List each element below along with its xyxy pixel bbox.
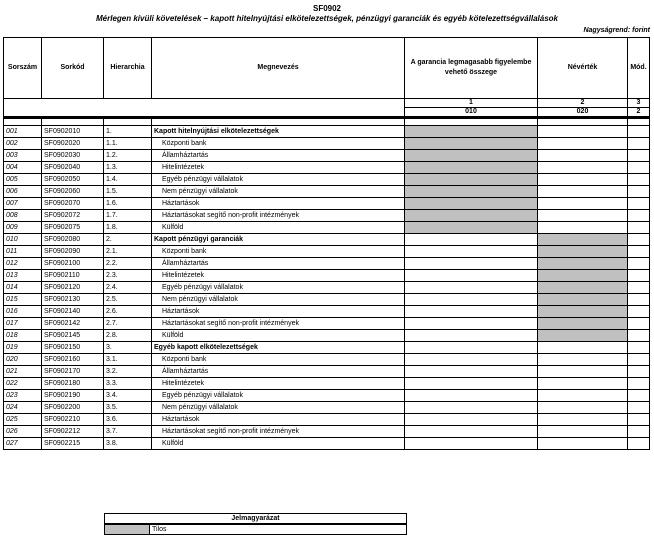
input-cell-nevertek[interactable] bbox=[538, 342, 628, 354]
input-cell-garancia[interactable] bbox=[405, 234, 538, 246]
row-code: SF0902070 bbox=[42, 198, 104, 210]
table-row bbox=[4, 294, 650, 306]
row-code: SF0902140 bbox=[42, 306, 104, 318]
row-code: SF0902075 bbox=[42, 222, 104, 234]
row-name: Egyéb pénzügyi vállalatok bbox=[152, 282, 405, 294]
input-cell-mod[interactable] bbox=[628, 390, 650, 402]
row-name: Külföld bbox=[152, 438, 405, 450]
row-code: SF0902090 bbox=[42, 246, 104, 258]
row-number: 017 bbox=[4, 318, 42, 330]
table-row bbox=[4, 222, 650, 234]
input-cell-nevertek bbox=[538, 270, 628, 282]
row-code: SF0902060 bbox=[42, 186, 104, 198]
row-code: SF0902210 bbox=[42, 414, 104, 426]
row-name: Egyéb kapott elkötelezettségek bbox=[152, 342, 405, 354]
row-hierarchy: 2.5. bbox=[104, 294, 152, 306]
input-cell-mod[interactable] bbox=[628, 438, 650, 450]
row-name: Nem pénzügyi vállalatok bbox=[152, 186, 405, 198]
row-code: SF0902150 bbox=[42, 342, 104, 354]
input-cell-garancia[interactable] bbox=[405, 390, 538, 402]
table-row bbox=[4, 150, 650, 162]
row-hierarchy: 1.3. bbox=[104, 162, 152, 174]
row-number: 021 bbox=[4, 366, 42, 378]
row-number: 005 bbox=[4, 174, 42, 186]
row-hierarchy: 3.5. bbox=[104, 402, 152, 414]
input-cell-mod[interactable] bbox=[628, 234, 650, 246]
row-name: Hitelintézetek bbox=[152, 162, 405, 174]
col-header-sorkod: Sorkód bbox=[42, 38, 104, 99]
row-number: 008 bbox=[4, 210, 42, 222]
col-code-mod: 2 bbox=[628, 108, 650, 118]
input-cell-nevertek[interactable] bbox=[538, 150, 628, 162]
input-cell-nevertek[interactable] bbox=[538, 186, 628, 198]
row-name: Hitelintézetek bbox=[152, 270, 405, 282]
row-hierarchy: 3.4. bbox=[104, 390, 152, 402]
row-code: SF0902160 bbox=[42, 354, 104, 366]
input-cell-mod[interactable] bbox=[628, 414, 650, 426]
row-name: Központi bank bbox=[152, 138, 405, 150]
row-number: 015 bbox=[4, 294, 42, 306]
row-hierarchy: 3. bbox=[104, 342, 152, 354]
row-name: Kapott hitelnyújtási elkötelezettségek bbox=[152, 126, 405, 138]
input-cell-garancia[interactable] bbox=[405, 306, 538, 318]
table-row bbox=[4, 366, 650, 378]
input-cell-garancia bbox=[405, 210, 538, 222]
row-hierarchy: 3.1. bbox=[104, 354, 152, 366]
row-name: Háztartásokat segítő non-profit intézmények bbox=[152, 426, 405, 438]
row-code: SF0902100 bbox=[42, 258, 104, 270]
input-cell-garancia[interactable] bbox=[405, 378, 538, 390]
row-name: Egyéb pénzügyi vállalatok bbox=[152, 174, 405, 186]
input-cell-mod[interactable] bbox=[628, 378, 650, 390]
row-name: Államháztartás bbox=[152, 366, 405, 378]
column-number-row bbox=[4, 99, 650, 108]
row-name: Háztartások bbox=[152, 198, 405, 210]
row-code: SF0902215 bbox=[42, 438, 104, 450]
input-cell-mod[interactable] bbox=[628, 366, 650, 378]
input-cell-nevertek bbox=[538, 234, 628, 246]
row-code: SF0902120 bbox=[42, 282, 104, 294]
input-cell-garancia[interactable] bbox=[405, 330, 538, 342]
form-title: Mérlegen kívüli követelések – kapott hitelnyújtási elkötelezettségek, pénzügyi garanciák és egyéb kötelezettségvállalások bbox=[96, 14, 558, 23]
input-cell-nevertek[interactable] bbox=[538, 162, 628, 174]
col-header-nevertek: Névérték bbox=[538, 38, 628, 99]
row-name: Külföld bbox=[152, 330, 405, 342]
row-number: 012 bbox=[4, 258, 42, 270]
input-cell-garancia[interactable] bbox=[405, 342, 538, 354]
row-code: SF0902145 bbox=[42, 330, 104, 342]
row-code: SF0902072 bbox=[42, 210, 104, 222]
row-name: Államháztartás bbox=[152, 258, 405, 270]
row-hierarchy: 1.4. bbox=[104, 174, 152, 186]
input-cell-mod[interactable] bbox=[628, 246, 650, 258]
row-code: SF0902200 bbox=[42, 402, 104, 414]
input-cell-garancia[interactable] bbox=[405, 438, 538, 450]
input-cell-mod[interactable] bbox=[628, 210, 650, 222]
input-cell-garancia bbox=[405, 150, 538, 162]
input-cell-mod[interactable] bbox=[628, 162, 650, 174]
input-cell-mod[interactable] bbox=[628, 270, 650, 282]
row-number: 022 bbox=[4, 378, 42, 390]
table-row bbox=[4, 414, 650, 426]
row-hierarchy: 2. bbox=[104, 234, 152, 246]
input-cell-mod[interactable] bbox=[628, 294, 650, 306]
input-cell-garancia bbox=[405, 126, 538, 138]
row-number: 014 bbox=[4, 282, 42, 294]
row-name: Háztartások bbox=[152, 306, 405, 318]
input-cell-garancia[interactable] bbox=[405, 270, 538, 282]
input-cell-garancia bbox=[405, 222, 538, 234]
input-cell-nevertek[interactable] bbox=[538, 390, 628, 402]
input-cell-nevertek[interactable] bbox=[538, 426, 628, 438]
table-row bbox=[4, 234, 650, 246]
row-number: 004 bbox=[4, 162, 42, 174]
row-name: Nem pénzügyi vállalatok bbox=[152, 402, 405, 414]
input-cell-mod[interactable] bbox=[628, 198, 650, 210]
row-name: Háztartásokat segítő non-profit intézmények bbox=[152, 210, 405, 222]
spacer-row bbox=[4, 118, 650, 126]
table-row bbox=[4, 246, 650, 258]
row-number: 011 bbox=[4, 246, 42, 258]
row-number: 010 bbox=[4, 234, 42, 246]
row-number: 027 bbox=[4, 438, 42, 450]
input-cell-garancia[interactable] bbox=[405, 366, 538, 378]
row-name: Nem pénzügyi vállalatok bbox=[152, 294, 405, 306]
col-header-sorszam: Sorszám bbox=[4, 38, 42, 99]
row-hierarchy: 3.6. bbox=[104, 414, 152, 426]
input-cell-mod[interactable] bbox=[628, 150, 650, 162]
table-row bbox=[4, 342, 650, 354]
row-hierarchy: 1.8. bbox=[104, 222, 152, 234]
col-header-megnevezes: Megnevezés bbox=[152, 38, 405, 99]
col-number-garancia: 1 bbox=[405, 99, 538, 108]
row-hierarchy: 3.7. bbox=[104, 426, 152, 438]
row-code: SF0902080 bbox=[42, 234, 104, 246]
row-number: 013 bbox=[4, 270, 42, 282]
row-hierarchy: 3.3. bbox=[104, 378, 152, 390]
input-cell-mod[interactable] bbox=[628, 330, 650, 342]
row-name: Államháztartás bbox=[152, 150, 405, 162]
input-cell-nevertek[interactable] bbox=[538, 414, 628, 426]
form-code: SF0902 bbox=[312, 4, 342, 13]
row-hierarchy: 1. bbox=[104, 126, 152, 138]
table-row bbox=[4, 390, 650, 402]
table-row bbox=[4, 438, 650, 450]
legend-table bbox=[104, 513, 407, 535]
row-number: 002 bbox=[4, 138, 42, 150]
col-header-garancia: A garancia legmagasabb figyelembe vehető összege bbox=[405, 38, 538, 99]
table-row bbox=[4, 402, 650, 414]
input-cell-mod[interactable] bbox=[628, 402, 650, 414]
row-number: 009 bbox=[4, 222, 42, 234]
row-number: 016 bbox=[4, 306, 42, 318]
table-row bbox=[4, 210, 650, 222]
row-number: 024 bbox=[4, 402, 42, 414]
table-row bbox=[4, 174, 650, 186]
input-cell-mod[interactable] bbox=[628, 318, 650, 330]
input-cell-nevertek bbox=[538, 330, 628, 342]
input-cell-mod[interactable] bbox=[628, 222, 650, 234]
input-cell-mod[interactable] bbox=[628, 138, 650, 150]
row-name: Központi bank bbox=[152, 246, 405, 258]
input-cell-garancia[interactable] bbox=[405, 282, 538, 294]
unit-label: Nagyságrend: forint bbox=[583, 27, 650, 34]
row-number: 006 bbox=[4, 186, 42, 198]
row-hierarchy: 1.1. bbox=[104, 138, 152, 150]
input-cell-nevertek bbox=[538, 258, 628, 270]
legend-gray-swatch bbox=[105, 524, 150, 535]
input-cell-nevertek[interactable] bbox=[538, 198, 628, 210]
input-cell-nevertek[interactable] bbox=[538, 138, 628, 150]
row-number: 007 bbox=[4, 198, 42, 210]
input-cell-nevertek[interactable] bbox=[538, 366, 628, 378]
input-cell-garancia bbox=[405, 174, 538, 186]
row-name: Kapott pénzügyi garanciák bbox=[152, 234, 405, 246]
table-row bbox=[4, 354, 650, 366]
row-code: SF0902010 bbox=[42, 126, 104, 138]
input-cell-mod[interactable] bbox=[628, 306, 650, 318]
table-row bbox=[4, 186, 650, 198]
row-hierarchy: 1.5. bbox=[104, 186, 152, 198]
table-row bbox=[4, 282, 650, 294]
input-cell-mod[interactable] bbox=[628, 174, 650, 186]
row-code: SF0902212 bbox=[42, 426, 104, 438]
row-code: SF0902110 bbox=[42, 270, 104, 282]
row-name: Háztartások bbox=[152, 414, 405, 426]
input-cell-nevertek[interactable] bbox=[538, 438, 628, 450]
row-code: SF0902190 bbox=[42, 390, 104, 402]
col-number-mod: 3 bbox=[628, 99, 650, 108]
row-number: 023 bbox=[4, 390, 42, 402]
table-row bbox=[4, 258, 650, 270]
row-name: Háztartásokat segítő non-profit intézmények bbox=[152, 318, 405, 330]
row-number: 018 bbox=[4, 330, 42, 342]
row-code: SF0902130 bbox=[42, 294, 104, 306]
input-cell-mod[interactable] bbox=[628, 186, 650, 198]
row-hierarchy: 3.2. bbox=[104, 366, 152, 378]
input-cell-garancia[interactable] bbox=[405, 258, 538, 270]
row-code: SF0902170 bbox=[42, 366, 104, 378]
input-cell-nevertek[interactable] bbox=[538, 174, 628, 186]
table-row bbox=[4, 162, 650, 174]
row-hierarchy: 2.8. bbox=[104, 330, 152, 342]
input-cell-mod[interactable] bbox=[628, 258, 650, 270]
row-hierarchy: 2.7. bbox=[104, 318, 152, 330]
input-cell-garancia bbox=[405, 138, 538, 150]
input-cell-nevertek bbox=[538, 306, 628, 318]
col-code-garancia: 010 bbox=[405, 108, 538, 118]
legend-title: Jelmagyarázat bbox=[105, 514, 407, 525]
table-row bbox=[4, 330, 650, 342]
row-number: 019 bbox=[4, 342, 42, 354]
input-cell-nevertek bbox=[538, 294, 628, 306]
input-cell-garancia bbox=[405, 198, 538, 210]
column-code-row bbox=[4, 108, 650, 118]
row-hierarchy: 1.2. bbox=[104, 150, 152, 162]
input-cell-nevertek[interactable] bbox=[538, 210, 628, 222]
input-cell-mod[interactable] bbox=[628, 342, 650, 354]
input-cell-nevertek bbox=[538, 318, 628, 330]
row-name: Egyéb pénzügyi vállalatok bbox=[152, 390, 405, 402]
input-cell-garancia bbox=[405, 162, 538, 174]
col-code-nevertek: 020 bbox=[538, 108, 628, 118]
table-row bbox=[4, 318, 650, 330]
col-number-nevertek: 2 bbox=[538, 99, 628, 108]
row-code: SF0902180 bbox=[42, 378, 104, 390]
row-number: 026 bbox=[4, 426, 42, 438]
row-number: 003 bbox=[4, 150, 42, 162]
table-row bbox=[4, 378, 650, 390]
input-cell-garancia[interactable] bbox=[405, 294, 538, 306]
row-number: 020 bbox=[4, 354, 42, 366]
table-row bbox=[4, 198, 650, 210]
row-hierarchy: 2.3. bbox=[104, 270, 152, 282]
input-cell-garancia[interactable] bbox=[405, 426, 538, 438]
row-hierarchy: 3.8. bbox=[104, 438, 152, 450]
row-hierarchy: 1.7. bbox=[104, 210, 152, 222]
report-table bbox=[3, 37, 650, 450]
input-cell-nevertek bbox=[538, 246, 628, 258]
row-code: SF0902020 bbox=[42, 138, 104, 150]
row-number: 001 bbox=[4, 126, 42, 138]
input-cell-mod[interactable] bbox=[628, 426, 650, 438]
table-row bbox=[4, 306, 650, 318]
input-cell-garancia[interactable] bbox=[405, 414, 538, 426]
row-hierarchy: 2.1. bbox=[104, 246, 152, 258]
input-cell-garancia[interactable] bbox=[405, 354, 538, 366]
row-hierarchy: 2.2. bbox=[104, 258, 152, 270]
table-row bbox=[4, 270, 650, 282]
table-row bbox=[4, 126, 650, 138]
row-name: Hitelintézetek bbox=[152, 378, 405, 390]
input-cell-garancia[interactable] bbox=[405, 318, 538, 330]
input-cell-mod[interactable] bbox=[628, 354, 650, 366]
row-code: SF0902040 bbox=[42, 162, 104, 174]
input-cell-mod[interactable] bbox=[628, 282, 650, 294]
input-cell-nevertek bbox=[538, 282, 628, 294]
table-row bbox=[4, 138, 650, 150]
row-name: Központi bank bbox=[152, 354, 405, 366]
table-row bbox=[4, 426, 650, 438]
row-hierarchy: 2.4. bbox=[104, 282, 152, 294]
header-row bbox=[4, 38, 650, 99]
row-code: SF0902050 bbox=[42, 174, 104, 186]
input-cell-garancia[interactable] bbox=[405, 402, 538, 414]
input-cell-garancia[interactable] bbox=[405, 246, 538, 258]
legend-gray-label: Tilos bbox=[150, 524, 407, 535]
col-header-mod: Mód. bbox=[628, 38, 650, 99]
row-number: 025 bbox=[4, 414, 42, 426]
col-header-hierarchia: Hierarchia bbox=[104, 38, 152, 99]
input-cell-mod[interactable] bbox=[628, 126, 650, 138]
row-hierarchy: 1.6. bbox=[104, 198, 152, 210]
row-name: Külföld bbox=[152, 222, 405, 234]
row-hierarchy: 2.6. bbox=[104, 306, 152, 318]
input-cell-nevertek[interactable] bbox=[538, 402, 628, 414]
input-cell-nevertek[interactable] bbox=[538, 378, 628, 390]
input-cell-nevertek[interactable] bbox=[538, 222, 628, 234]
input-cell-nevertek[interactable] bbox=[538, 354, 628, 366]
input-cell-garancia bbox=[405, 186, 538, 198]
row-code: SF0902142 bbox=[42, 318, 104, 330]
input-cell-nevertek[interactable] bbox=[538, 126, 628, 138]
row-code: SF0902030 bbox=[42, 150, 104, 162]
